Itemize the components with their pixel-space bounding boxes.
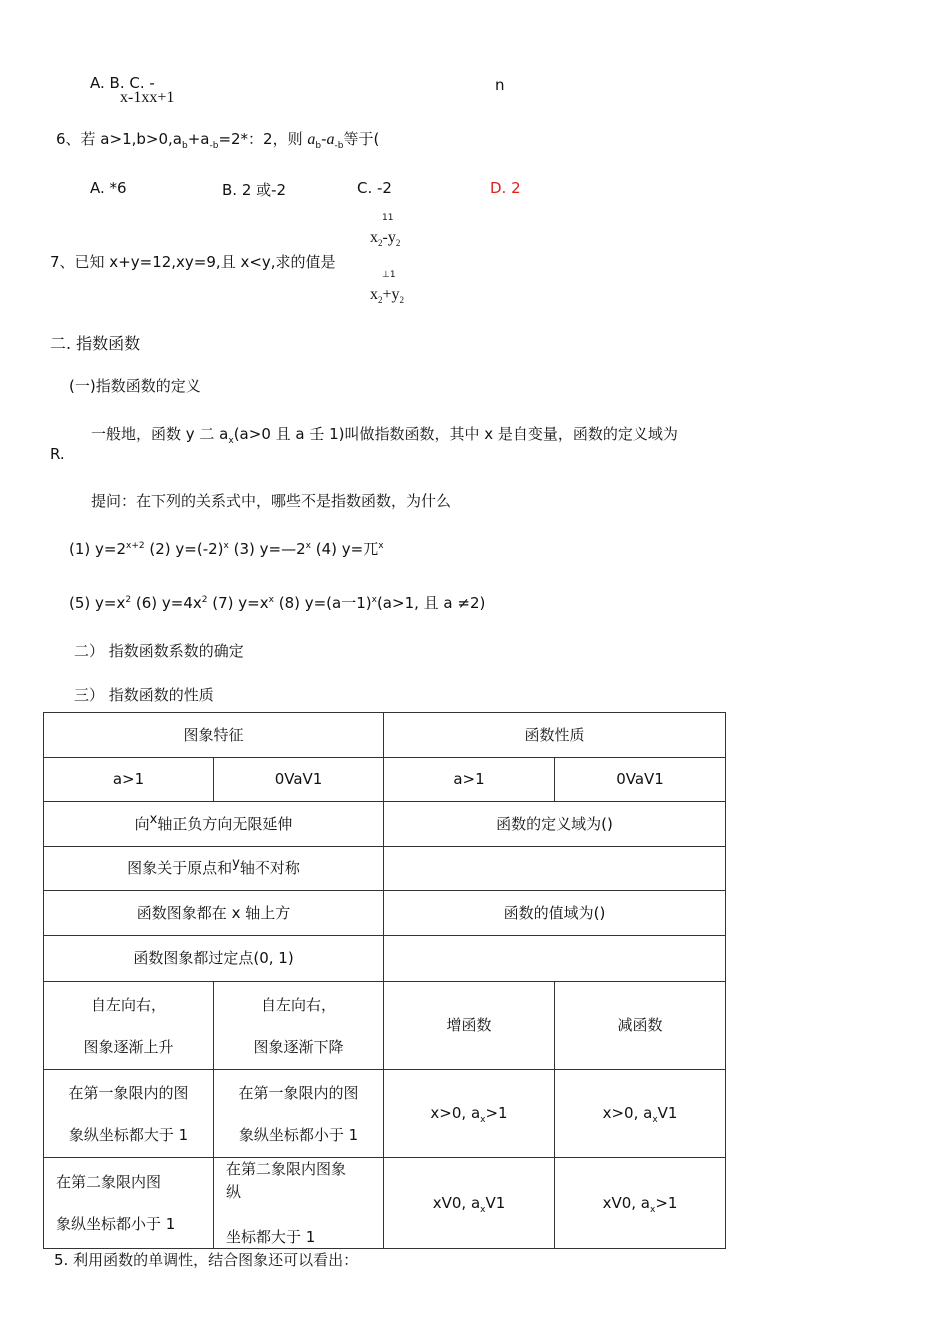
list1-item-3: (3) y=—2 (233, 540, 306, 558)
list1-item-2: (2) y=(-2) (149, 540, 224, 558)
q6-italic-a1: a (307, 131, 316, 148)
table-row (44, 758, 726, 802)
q7-top-mark: 11 (382, 213, 394, 223)
r8-c3-sub: x (480, 1115, 486, 1125)
list2-item-7: (7) y=x (212, 594, 269, 612)
r9-c4-b: >1 (655, 1193, 678, 1212)
cell-x-neg-gt (555, 1158, 726, 1249)
r7-c2-line1: 自左向右， (261, 995, 337, 1014)
definition-line-2: R. (50, 445, 65, 463)
list1-item-1: (1) y=2 (69, 540, 127, 558)
def-text-b: (a>0 且 a 壬 1)叫做指数函数，其中 x 是自变量，函数的定义域为 (233, 425, 678, 443)
subsection-1-title: (一)指数函数的定义 (69, 377, 201, 395)
q6-text-tail: 等于( (343, 130, 380, 148)
cell-q1-lt-1 (214, 1070, 384, 1158)
q7-num-x-sub: 2 (378, 238, 383, 249)
cell-a-gt-1: a>1 (44, 758, 214, 802)
q7-num-x: x (370, 229, 378, 246)
option-n-label: n (495, 76, 505, 94)
q7-den-x-sub: 2 (378, 295, 383, 306)
subsection-2-title: 二） 指数函数系数的确定 (74, 642, 244, 660)
q7-num-y-sub: 2 (395, 238, 401, 249)
q7-numerator (370, 229, 400, 247)
subsection-3-title: 三） 指数函数的性质 (74, 686, 214, 704)
q6-option-a: A. *6 (90, 179, 127, 197)
list2-item-7-sup: x (268, 595, 274, 605)
q6-option-c: C. -2 (357, 179, 392, 197)
list1-item-4: (4) y=兀 (315, 540, 379, 558)
question-prompt: 提问：在下列的关系式中，哪些不是指数函数，为什么 (91, 492, 452, 510)
list2-item-8-sup: x (371, 595, 377, 605)
cell-not-symmetric (44, 847, 384, 891)
function-list-2 (69, 592, 485, 613)
q6-sub-minus-b: -b (209, 141, 219, 151)
r8-c3-b: >1 (485, 1104, 508, 1122)
r8-c4-b: V1 (657, 1104, 678, 1122)
cell-domain: 函数的定义域为() (384, 802, 726, 847)
r8-c2-line1: 在第一象限内的图 (238, 1083, 359, 1102)
q6-sub-b2: b (315, 141, 322, 151)
table-row (44, 1158, 726, 1249)
r7-c1-line2: 图象逐渐上升 (83, 1037, 174, 1056)
r4-sup-y: y (232, 856, 240, 871)
q6-text-c: =2*：2，则 (218, 130, 308, 148)
r9-c1-line1: 在第二象限内图 (56, 1173, 162, 1191)
cell-x-neg-lt (384, 1158, 555, 1249)
r9-c1-line2: 象纵坐标都小于 1 (56, 1215, 176, 1233)
table-row (44, 802, 726, 847)
r9-c3-a: xV0, a (432, 1193, 481, 1212)
cell-fixed-point: 函数图象都过定点(0, 1) (44, 936, 384, 982)
question-7: 7、已知 x+y=12,xy=9,且 x<y,求的值是 (50, 253, 336, 271)
def-sub-x: x (228, 436, 234, 446)
r7-c1-line1: 自左向右， (90, 995, 166, 1014)
r9-c2-line1b: 纵 (226, 1182, 242, 1201)
question-6 (56, 128, 379, 149)
q7-mid-mark: ⊥1 (382, 270, 396, 280)
list1-item-1-sup: x+2 (126, 541, 145, 551)
r3-sup-x: x (149, 811, 158, 827)
list2-item-8: (8) y=(a一1) (278, 594, 372, 612)
cell-x-pos-gt (384, 1070, 555, 1158)
r4-text-b: 轴不对称 (239, 859, 300, 877)
cell-q1-gt-1 (44, 1070, 214, 1158)
q6-text-d: - (321, 130, 327, 148)
list2-condition: (a>1, 且 a ≠2) (376, 594, 486, 612)
q6-italic-a2: a (326, 131, 335, 148)
r3-text-b: 轴正负方向无限延伸 (157, 814, 293, 833)
list2-item-6-sup: 2 (201, 595, 208, 605)
table-row (44, 891, 726, 936)
options-denominators: x-1xx+1 (120, 89, 175, 106)
properties-table (43, 712, 726, 1249)
q6-text-b: +a (187, 130, 210, 148)
cell-decreasing: 减函数 (555, 982, 726, 1070)
r8-c1-line2: 象纵坐标都大于 1 (68, 1125, 189, 1144)
table-row (44, 1070, 726, 1158)
cell-q2-lt-1 (44, 1158, 214, 1249)
cell-range: 函数的值域为() (384, 891, 726, 936)
table-row (44, 847, 726, 891)
q6-sub-b: b (181, 141, 188, 151)
q7-denominator (370, 286, 404, 304)
r8-c2-line2: 象纵坐标都小于 1 (238, 1125, 359, 1144)
options-line-abc: A. B. C. - (90, 74, 155, 92)
cell-extends-x-axis (44, 802, 384, 847)
cell-q2-gt-1 (214, 1158, 384, 1249)
q7-den-mid: +y (382, 286, 400, 303)
cell-above-x-axis: 函数图象都在 x 轴上方 (44, 891, 384, 936)
cell-a-lt-1-prop: 0VaV1 (555, 758, 726, 802)
cell-empty (384, 847, 726, 891)
r8-c4-a: x>0, a (602, 1104, 653, 1122)
definition-line-1 (91, 423, 678, 444)
table-row (44, 936, 726, 982)
section-title: 二. 指数函数 (50, 334, 141, 353)
cell-empty (384, 936, 726, 982)
list2-item-5-sup: 2 (125, 595, 132, 605)
table-row (44, 713, 726, 758)
q7-den-x: x (370, 286, 378, 303)
q7-den-y-sub: 2 (399, 295, 405, 306)
r7-c2-line2: 图象逐渐下降 (253, 1037, 344, 1056)
footer-line: 5. 利用函数的单调性，结合图象还可以看出： (54, 1251, 359, 1269)
r8-c4-sub: x (652, 1115, 658, 1125)
r8-c3-a: x>0, a (430, 1104, 481, 1122)
cell-rising (44, 982, 214, 1070)
table-row (44, 982, 726, 1070)
cell-falling (214, 982, 384, 1070)
r9-c4-sub: x (650, 1204, 656, 1215)
cell-increasing: 增函数 (384, 982, 555, 1070)
list1-item-3-sup: x (305, 541, 311, 551)
list1-item-4-sup: x (378, 541, 384, 551)
r8-c1-line1: 在第一象限内的图 (68, 1083, 189, 1102)
q6-option-b: B. 2 或-2 (222, 181, 287, 199)
header-graph-features: 图象特征 (44, 713, 384, 758)
r9-c3-sub: x (480, 1204, 486, 1215)
cell-a-lt-1: 0VaV1 (214, 758, 384, 802)
r9-c2-line2: 坐标都大于 1 (226, 1227, 316, 1246)
r9-c3-b: V1 (485, 1193, 506, 1212)
q6-option-d-answer: D. 2 (490, 179, 521, 197)
cell-x-pos-lt (555, 1070, 726, 1158)
q6-sub-minus-b2: -b (334, 141, 344, 151)
function-list-1 (69, 538, 384, 559)
def-text-a: 一般地，函数 y 二 a (91, 425, 229, 443)
r4-text-a: 图象关于原点和 (127, 859, 233, 877)
list2-item-5: (5) y=x (69, 594, 126, 612)
q7-num-mid: -y (382, 229, 396, 246)
r9-c2-line1: 在第二象限内图象 (226, 1160, 347, 1178)
header-function-properties: 函数性质 (384, 713, 726, 758)
q6-text-a: 6、若 a>1,b>0,a (56, 130, 182, 148)
cell-a-gt-1-prop: a>1 (384, 758, 555, 802)
list2-item-6: (6) y=4x (135, 594, 202, 612)
r3-text-a: 向 (134, 814, 150, 833)
list1-item-2-sup: x (223, 541, 229, 551)
r9-c4-a: xV0, a (602, 1193, 650, 1212)
